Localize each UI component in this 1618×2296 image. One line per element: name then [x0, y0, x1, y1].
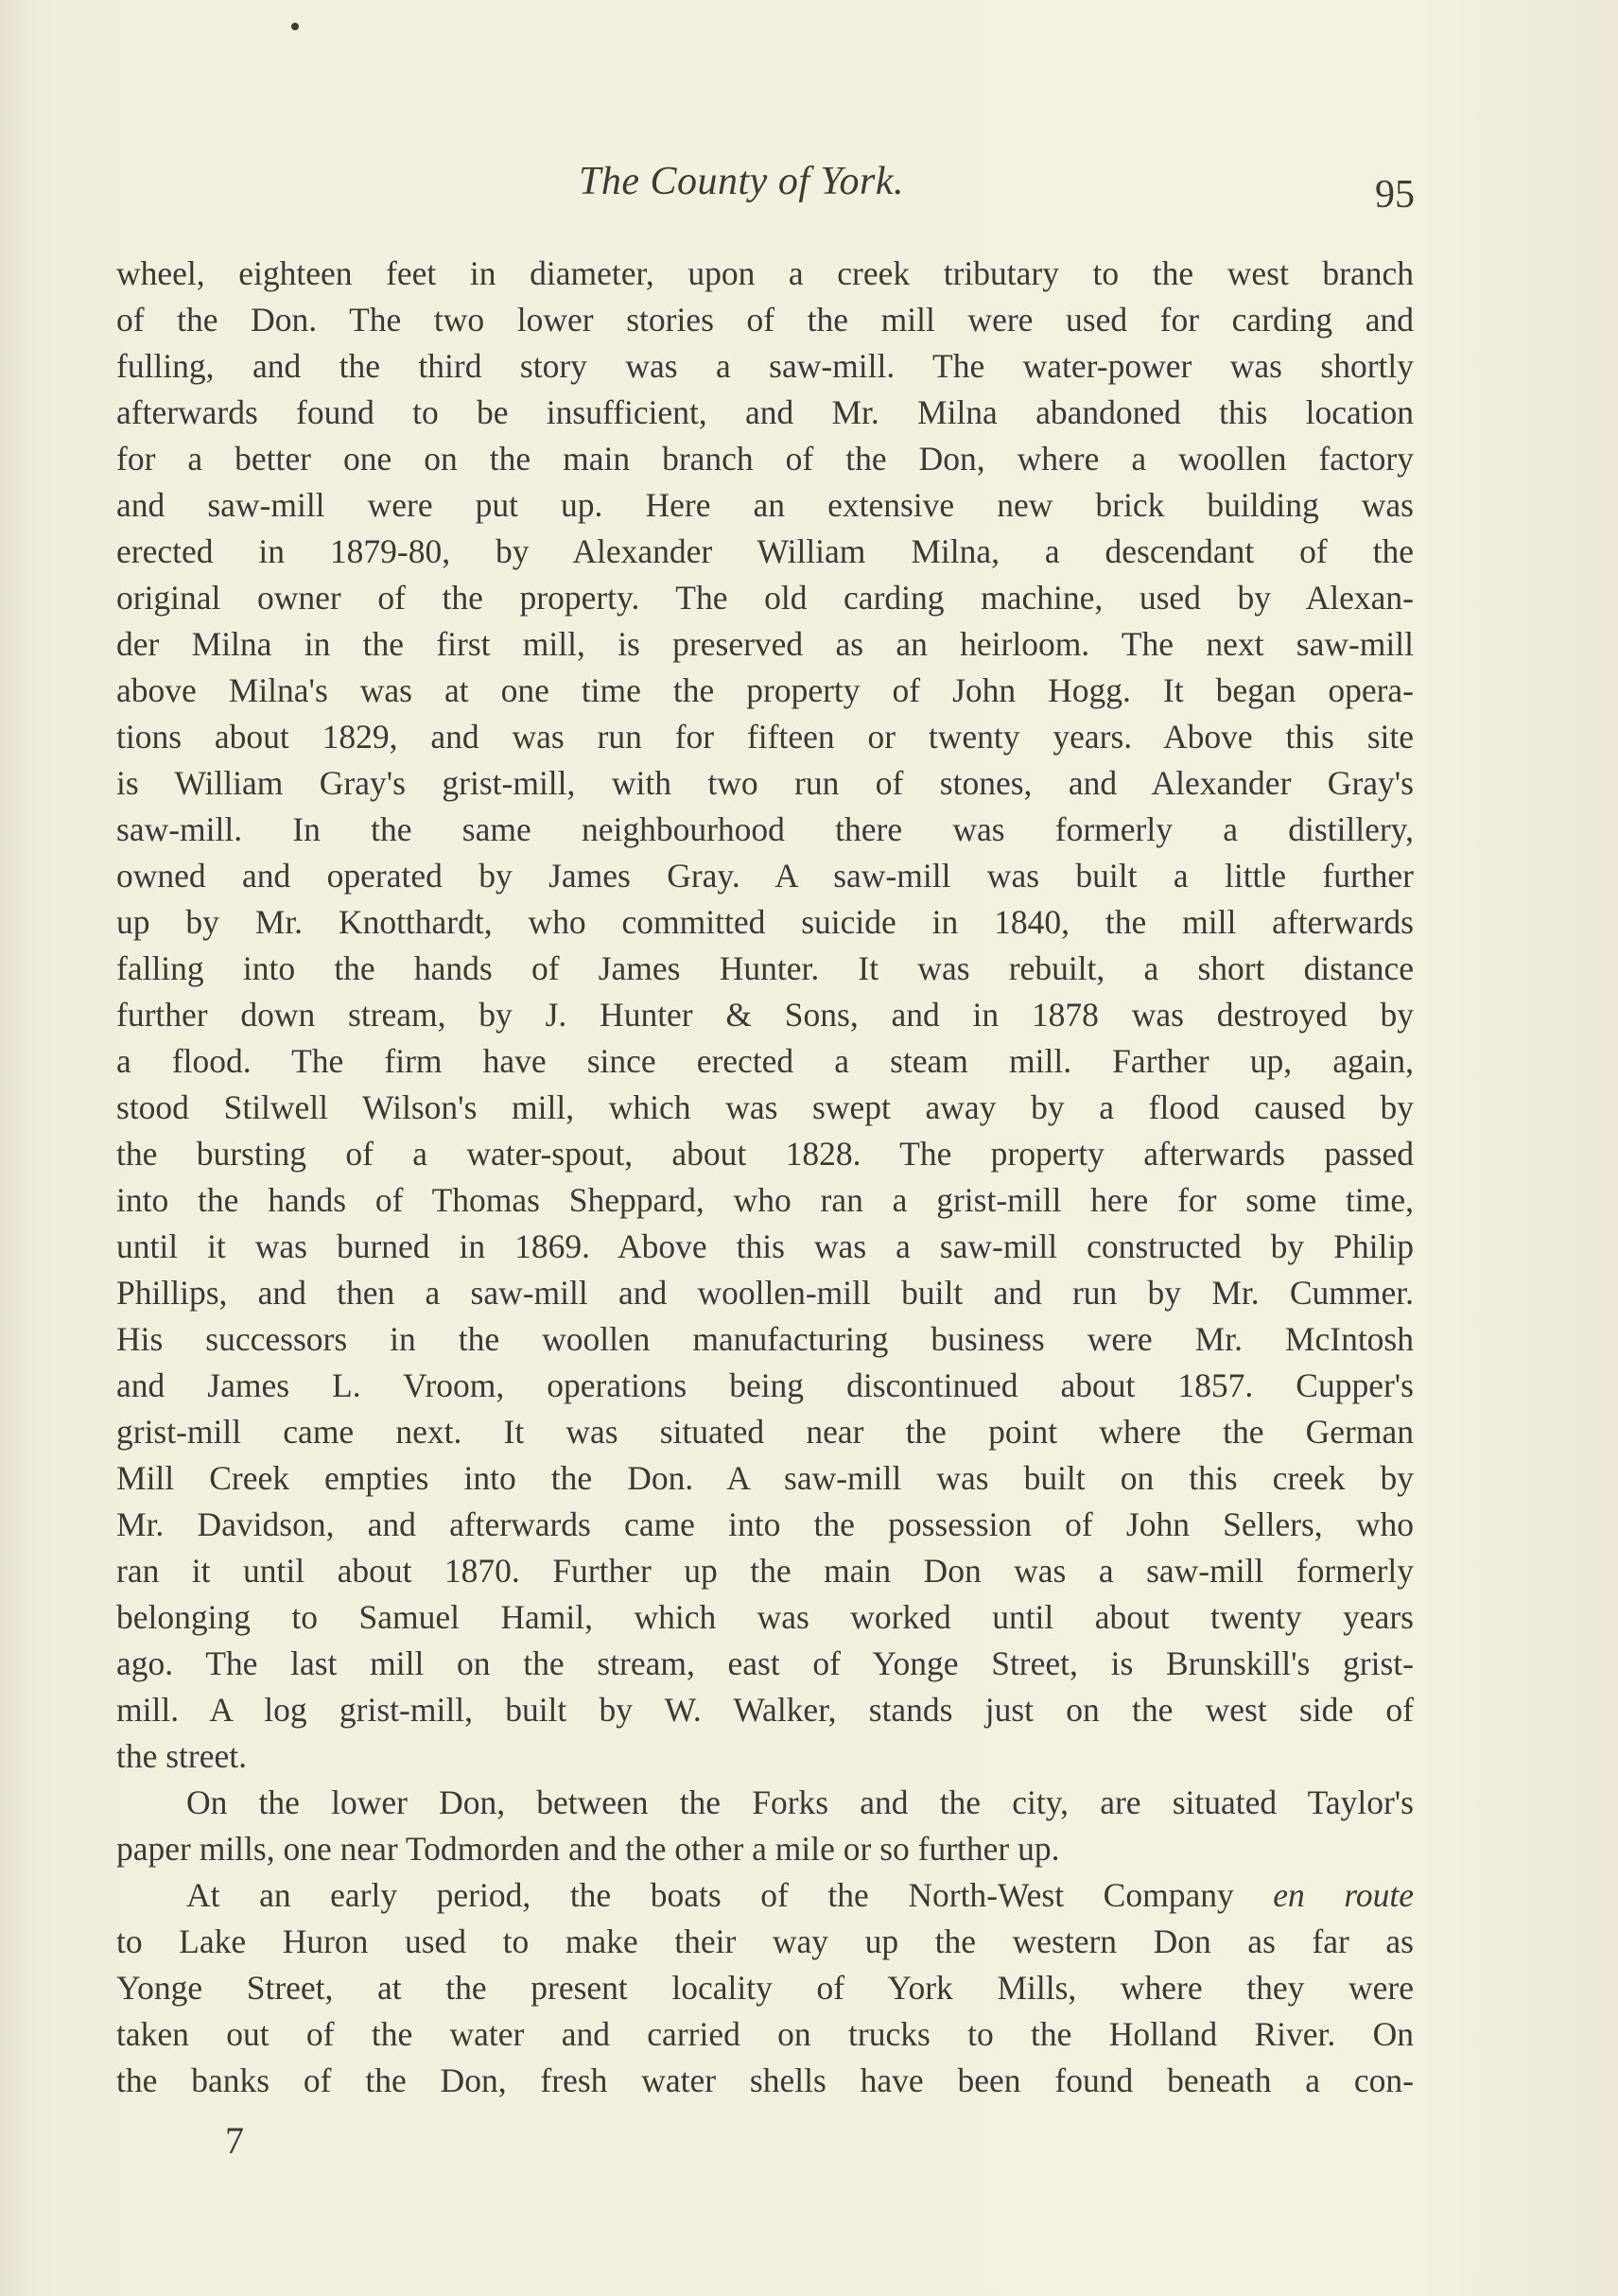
- ink-spot: [291, 23, 299, 30]
- text-line: owned and operated by James Gray. A saw-mill was built a little further: [116, 857, 1414, 895]
- text-line: stood Stilwell Wilson's mill, which was swept away by a flood caused by: [116, 1088, 1414, 1126]
- text-line: His successors in the woollen manufacturing business were Mr. McIntosh: [116, 1320, 1414, 1358]
- text-line: into the hands of Thomas Sheppard, who ran a grist-mill here for some time,: [116, 1181, 1414, 1219]
- text-line: [116, 1872, 1414, 1919]
- text-line: to Lake Huron used to make their way up the western Don as far as: [116, 1922, 1414, 1960]
- text-line: further down stream, by J. Hunter & Sons, and in 1878 was destroyed by: [116, 996, 1414, 1034]
- text-line: the banks of the Don, fresh water shells have been found beneath a con-: [116, 2061, 1414, 2099]
- text-line: ago. The last mill on the stream, east of Yonge Street, is Brunskill's grist-: [116, 1644, 1414, 1682]
- text-line: wheel, eighteen feet in diameter, upon a creek tributary to the west branch: [116, 254, 1414, 292]
- text-line: saw-mill. In the same neighbourhood there was formerly a distillery,: [116, 810, 1414, 848]
- text-line: taken out of the water and carried on trucks to the Holland River. On: [116, 2015, 1414, 2053]
- text-line: paper mills, one near Todmorden and the other a mile or so further up.: [116, 1830, 1060, 1868]
- page-number: 95: [1375, 173, 1415, 217]
- text-line: and James L. Vroom, operations being discontinued about 1857. Cupper's: [116, 1366, 1414, 1404]
- text-line: until it was burned in 1869. Above this was a saw-mill constructed by Philip: [116, 1227, 1414, 1265]
- text-line: of the Don. The two lower stories of the mill were used for carding and: [116, 301, 1414, 339]
- text-line: above Milna's was at one time the property of John Hogg. It began opera-: [116, 671, 1414, 709]
- page-header: [0, 151, 1618, 217]
- italic-phrase: en route: [1273, 1876, 1414, 1914]
- text-line: the bursting of a water-spout, about 1828. The property afterwards passed: [116, 1135, 1414, 1173]
- text-line: Mill Creek empties into the Don. A saw-mill was built on this creek by: [116, 1459, 1414, 1497]
- text-line: falling into the hands of James Hunter. It was rebuilt, a short distance: [116, 949, 1414, 987]
- text-line: and saw-mill were put up. Here an extensive new brick building was: [116, 486, 1414, 524]
- text-fragment: At an early period, the boats of the North-West Company: [186, 1876, 1274, 1914]
- text-line: afterwards found to be insufficient, and Mr. Milna abandoned this location: [116, 393, 1414, 431]
- text-line: fulling, and the third story was a saw-mill. The water-power was shortly: [116, 347, 1414, 385]
- text-line: belonging to Samuel Hamil, which was worked until about twenty years: [116, 1598, 1414, 1636]
- text-line: ran it until about 1870. Further up the main Don was a saw-mill formerly: [116, 1552, 1414, 1590]
- paragraph-2: [116, 1780, 1414, 1872]
- text-line: On the lower Don, between the Forks and the city, are situated Taylor's: [186, 1783, 1414, 1821]
- text-line: Yonge Street, at the present locality of York Mills, where they were: [116, 1969, 1414, 2007]
- text-line: grist-mill came next. It was situated near the point where the German: [116, 1413, 1414, 1451]
- text-line: Phillips, and then a saw-mill and woollen-mill built and run by Mr. Cummer.: [116, 1274, 1414, 1312]
- text-line: original owner of the property. The old carding machine, used by Alexan-: [116, 579, 1414, 617]
- text-line: mill. A log grist-mill, built by W. Walker, stands just on the west side of: [116, 1691, 1414, 1729]
- text-line: a flood. The firm have since erected a steam mill. Farther up, again,: [116, 1042, 1414, 1080]
- running-title: The County of York.: [579, 160, 904, 203]
- signature-mark: 7: [225, 2119, 244, 2162]
- text-line: the street.: [116, 1737, 247, 1775]
- paragraph-1: [116, 251, 1414, 1780]
- text-line: is William Gray's grist-mill, with two run of stones, and Alexander Gray's: [116, 764, 1414, 802]
- text-line: der Milna in the first mill, is preserved as an heirloom. The next saw-mill: [116, 625, 1414, 663]
- paragraph-3: [116, 1872, 1414, 2104]
- text-line: erected in 1879-80, by Alexander William Milna, a descendant of the: [116, 532, 1414, 570]
- text-line: up by Mr. Knotthardt, who committed suicide in 1840, the mill afterwards: [116, 903, 1414, 941]
- text-line: tions about 1829, and was run for fifteen or twenty years. Above this site: [116, 718, 1414, 756]
- text-line: for a better one on the main branch of the Don, where a woollen factory: [116, 440, 1414, 478]
- body-text: [116, 251, 1414, 2104]
- text-line: Mr. Davidson, and afterwards came into the possession of John Sellers, who: [116, 1505, 1414, 1543]
